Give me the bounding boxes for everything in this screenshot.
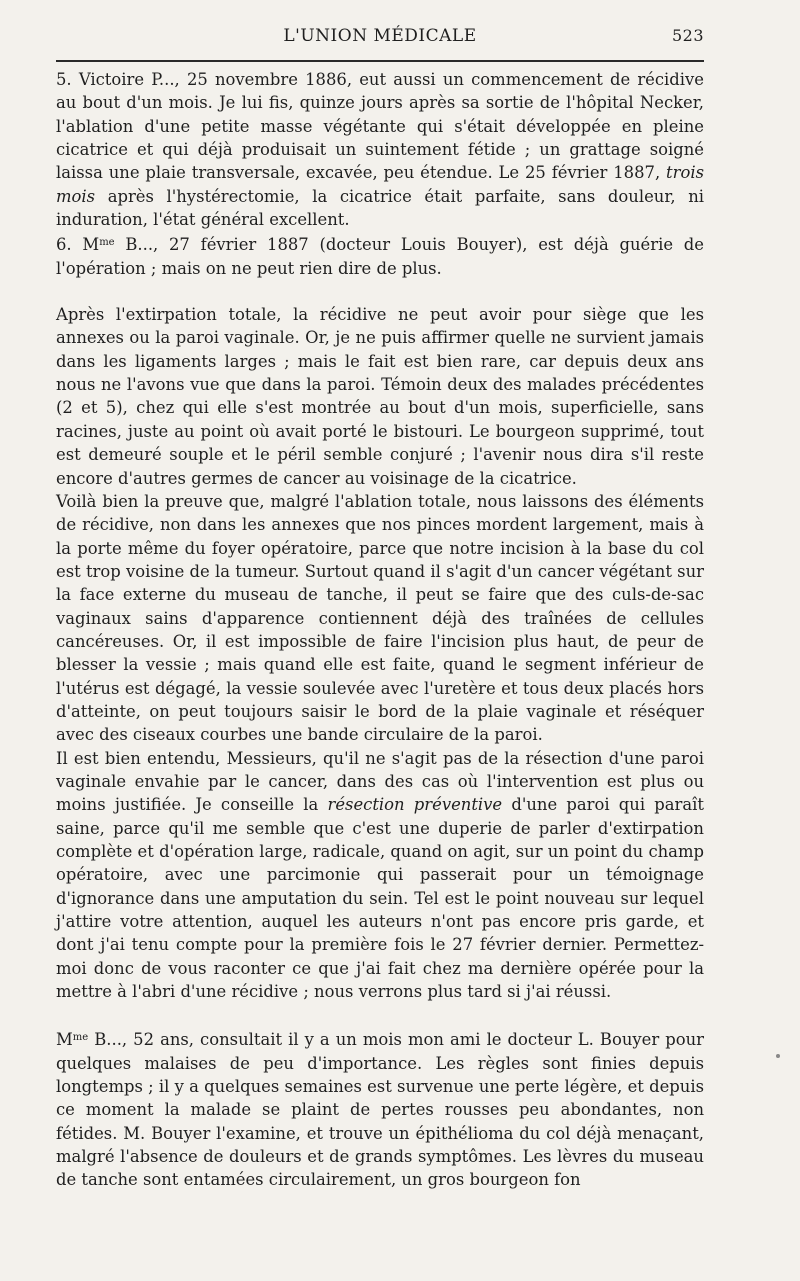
paragraph-gap: [56, 280, 704, 303]
ink-speck: [776, 1054, 780, 1058]
paragraph-case-5: 5. Victoire P..., 25 novembre 1886, eut aussi un commencement de récidive au bout d'un mois. Je lui fis, quinze jours après sa sortie de l'hôpital Necker, l'ablation d'une petite masse végétante qui s'était développée en pleine cicatrice et qui déjà produisait un suintement fétide ; un grattage soigné laissa une plaie transversale, excavée, peu étendue. Le 25 février 1887, trois mois après l'hystérectomie, la cicatrice était parfaite, sans douleur, ni induration, l'état général excellent.: [56, 70, 704, 230]
header-rule: [56, 60, 704, 62]
body-text: [56, 68, 704, 1192]
paragraph-resection: Il est bien entendu, Messieurs, qu'il ne s'agit pas de la résection d'une paroi vaginale envahie par le cancer, dans des cas où l'intervention est plus ou moins justifiée. Je conseille la résection préventive d'une paroi qui paraît saine, parce qu'il me semble que c'est une duperie de parler d'extirpation complète et d'opération large, radicale, quand on agit, sur un point du champ opératoire, avec une parcimonie qui passerait pour un témoignage d'ignorance dans une amputation du sein. Tel est le point nouveau sur lequel j'attire votre attention, auquel les auteurs n'ont pas encore pris garde, et dont j'ai tenu compte pour la première fois le 27 février dernier. Permettez-moi donc de vous raconter ce que j'ai fait chez ma dernière opérée pour la mettre à l'abri d'une récidive ; nous verrons plus tard si j'ai réussi.: [56, 748, 704, 1002]
journal-title: L'UNION MÉDICALE: [283, 26, 477, 46]
paragraph-case-report: $M^{me}$ B..., 52 ans, consultait il y a un mois mon ami le docteur L. Bouyer pour quelques malaises de peu d'importance. Les règles sont finies depuis longtemps ; il y a quelques semaines est survenue une perte légère, et depuis ce moment la malade se plaint de pertes rousses peu abondantes, non fétides. M. Bouyer l'examine, et trouve un épithélioma du col déjà menaçant, malgré l'absence de douleurs et de grands symptômes. Les lèvres du museau de tanche sont entamées circulairement, un gros bourgeon fon: [56, 1030, 704, 1190]
running-header: [56, 26, 704, 56]
paragraph-proof: Voilà bien la preuve que, malgré l'ablation totale, nous laissons des éléments de récidive, non dans les annexes que nos pinces mordent largement, mais à la porte même du foyer opératoire, parce que notre incision à la base du col est trop voisine de la tumeur. Surtout quand il s'agit d'un cancer végétant sur la face externe du museau de tanche, il peut se faire que des culs-de-sac vaginaux sains d'apparence contiennent déjà des traînées de cellules cancéreuses. Or, il est impossible de faire l'incision plus haut, de peur de blesser la vessie ; mais quand elle est faite, quand le segment inférieur de l'utérus est dégagé, la vessie soulevée avec l'uretère et tous deux placés hors d'atteinte, on peut toujours saisir le bord de la plaie vaginale et réséquer avec des ciseaux courbes une bande circulaire de la paroi.: [56, 491, 704, 745]
paragraph-recurrence: Après l'extirpation totale, la récidive ne peut avoir pour siège que les annexes ou la paroi vaginale. Or, je ne puis affirmer quelle ne survient jamais dans les ligaments larges ; mais le fait est bien rare, car depuis deux ans nous ne l'avons vue que dans la paroi. Témoin deux des malades précédentes (2 et 5), chez qui elle s'est montrée au bout d'un mois, superficielle, sans racines, juste au point où avait porté le bistouri. Le bourgeon supprimé, tout est demeuré souple et le péril semble conjuré ; l'avenir nous dira s'il reste encore d'autres germes de cancer au voisinage de la cicatrice.: [56, 305, 704, 488]
paragraph-case-6: 6. $M^{me}$ B..., 27 février 1887 (docteur Louis Bouyer), est déjà guérie de l'opération ; mais on ne peut rien dire de plus.: [56, 235, 704, 278]
page-number: 523: [671, 26, 704, 45]
paragraph-gap: [56, 1003, 704, 1026]
